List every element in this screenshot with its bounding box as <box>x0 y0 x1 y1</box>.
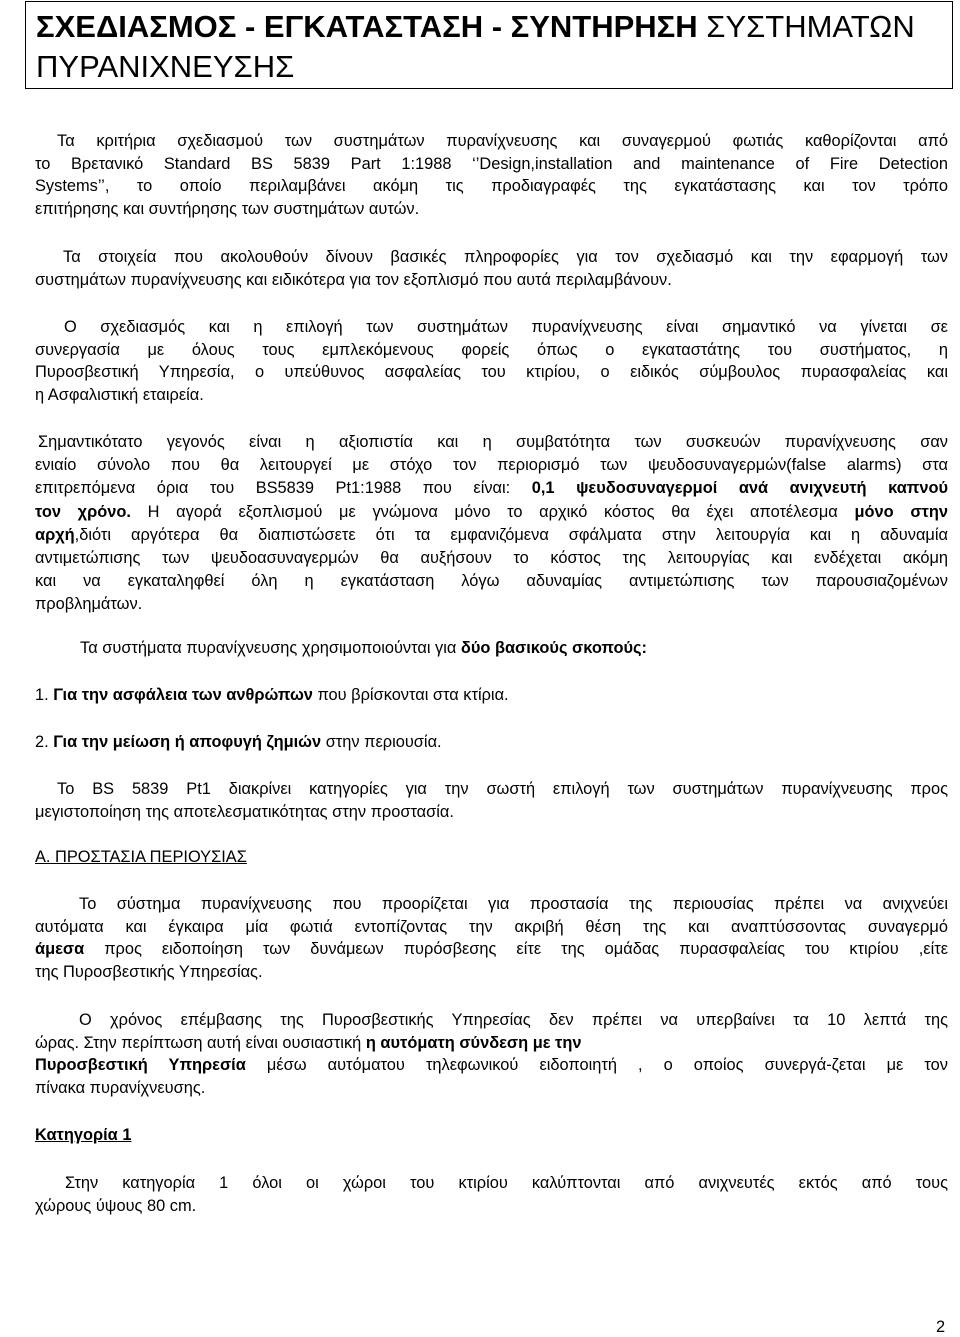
paragraph-standard: Τα κριτήρια σχεδιασμού των συστημάτων πυρανίχνευσης και συναγερμού φωτιάς καθορίζονται από το Βρετανικό Standard BS 5839 Part 1:1988 ‘’Design,installation and maintenance of Fire Detection Systems’’, το οποίο περιλαμβάνει ακόμη τις προδιαγραφές της εγκατάστασης και τον τρόπο επιτήρησης και συντήρησης των συστημάτων αυτών. <box>35 132 948 219</box>
page-number: 2 <box>936 1318 946 1336</box>
paragraph-reliability: Σημαντικότατο γεγονός είναι η αξιοπιστία και η συμβατότητα των συσκευών πυρανίχνευσης σαν ενιαίο σύνολο που θα λειτουργεί με στόχο τον περιορισμό των ψευδοσυναγερμών(false alarms) στα επιτρεπόμενα όρια του BS5839 Pt1:1988 που είναι: 0,1 ψευδοσυναγερμοί ανά ανιχνευτή καπνού τον χρόνο. Η αγορά εξοπλισμού με γνώμονα μόνο το αρχικό κόστος θα έχει αποτέλεσμα μόνο στην αρχή,διότι αργότερα θα διαπιστώσετε ότι τα εμφανιζόμενα σφάλματα στην λειτουργία και η αδυναμία αντιμετώπισης των ψευδοασυναγερμών θα αυξήσουν το κόστος της λειτουργίας και ενδέχεται ακόμη και να εγκαταληφθεί όλη η εγκατάσταση λόγω αδυναμίας αντιμετώπισης των παρουσιαζομένων προβλημάτων. <box>35 433 948 614</box>
title-line-1: ΣΧΕΔΙΑΣΜΟΣ - ΕΓΚΑΤΑΣΤΑΣΗ - ΣΥΝΤΗΡΗΣΗ ΣΥΣΤΗΜΑΤΩΝ <box>36 9 915 44</box>
paragraph-info: Τα στοιχεία που ακολουθούν δίνουν βασικές πληροφορίες για τον σχεδιασμό και την εφαρμογή των συστημάτων πυρανίχνευσης και ειδικότερα για τον εξοπλισμό που αυτά περιλαμβάνουν. <box>35 248 948 289</box>
paragraph-category-1: Στην κατηγορία 1 όλοι οι χώροι του κτιρίου καλύπτονται από ανιχνευτές εκτός από τους χώρους ύψους 80 cm. <box>35 1174 948 1215</box>
title-line-2: ΠΥΡΑΝΙΧΝΕΥΣΗΣ <box>36 49 295 84</box>
purposes-intro: Τα συστήματα πυρανίχνευσης χρησιμοποιούνται για δύο βασικούς σκοπούς: <box>80 639 648 657</box>
section-heading-property-protection: Α. ΠΡΟΣΤΑΣΙΑ ΠΕΡΙΟΥΣΙΑΣ <box>35 848 247 866</box>
paragraph-property-detection: Το σύστημα πυρανίχνευσης που προορίζεται για προστασία της περιουσίας πρέπει να ανιχνεύει αυτόματα και έγκαιρα μία φωτιά εντοπίζοντας την ακριβή θέση της και αναπτύσσοντας συναγερμό άμεσα προς ειδοποίηση των δυνάμεων πυρόσβεσης είτε της ομάδας πυρασφαλείας του κτιρίου ,είτε της Πυροσβεστικής Υπηρεσίας. <box>35 895 948 982</box>
paragraph-response-time: Ο χρόνος επέμβασης της Πυροσβεστικής Υπηρεσίας δεν πρέπει να υπερβαίνει τα 10 λεπτά της ώρας. Στην περίπτωση αυτή είναι ουσιαστική η αυτόματη σύνδεση με την Πυροσβεστική Υπηρεσία μέσω αυτόματου τηλεφωνικού ειδοποιητή , ο οποίος συνεργά-ζεται με τον πίνακα πυρανίχνευσης. <box>35 1011 948 1098</box>
purpose-item-1: 1. Για την ασφάλεια των ανθρώπων που βρίσκονται στα κτίρια. <box>35 686 509 704</box>
paragraph-design: Ο σχεδιασμός και η επιλογή των συστημάτων πυρανίχνευσης είναι σημαντικό να γίνεται σε συνεργασία με όλους τους εμπλεκόμενους φορείς όπως ο εγκαταστάτης του συστήματος, η Πυροσβεστική Υπηρεσία, ο υπεύθυνος ασφαλείας του κτιρίου, ο ειδικός σύμβουλος πυρασφαλείας και η Ασφαλιστική εταιρεία. <box>35 318 948 405</box>
purpose-item-2: 2. Για την μείωση ή αποφυγή ζημιών στην περιουσία. <box>35 733 442 751</box>
category-1-heading: Κατηγορία 1 <box>35 1126 132 1144</box>
paragraph-bs5839: Το BS 5839 Pt1 διακρίνει κατηγορίες για την σωστή επιλογή των συστημάτων πυρανίχνευσης προς μεγιστοποίηση της αποτελεσματικότητας στην προστασία. <box>35 780 948 821</box>
document-title <box>25 1 953 89</box>
